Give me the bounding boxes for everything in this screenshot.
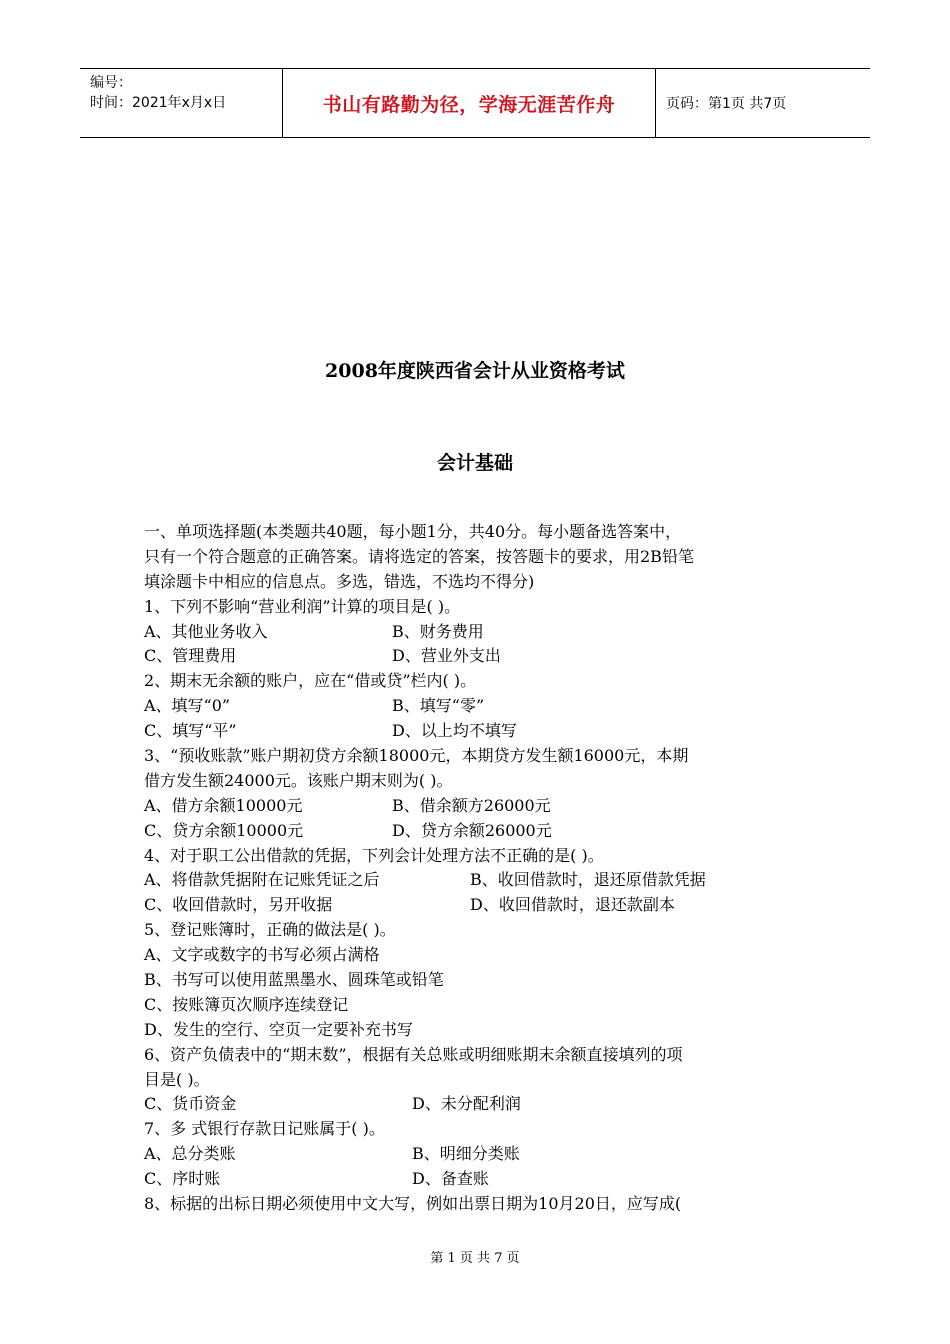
option: B、书写可以使用蓝黑墨水、圆珠笔或铅笔 bbox=[144, 970, 444, 990]
option: B、明细分类账 bbox=[412, 1144, 520, 1164]
question-stem: 1、下列不影响“营业利润”计算的项目是( )。 bbox=[144, 596, 461, 616]
question-stem: 目是( )。 bbox=[144, 1069, 210, 1089]
option-row bbox=[144, 694, 814, 719]
option: A、将借款凭据附在记账凭证之后 bbox=[144, 870, 380, 890]
option: A、其他业务收入 bbox=[144, 621, 268, 641]
option-row bbox=[144, 1167, 814, 1192]
option: C、填写“平” bbox=[144, 721, 237, 741]
question-stem: 7、多 式银行存款日记账属于( )。 bbox=[144, 1119, 385, 1139]
option: A、借方余额10000元 bbox=[144, 795, 303, 815]
option: D、发生的空行、空页一定要补充书写 bbox=[144, 1019, 413, 1039]
option: D、营业外支出 bbox=[392, 646, 501, 666]
option: D、收回借款时，退还款副本 bbox=[470, 895, 675, 915]
question-stem: 3、“预收账款”账户期初贷方余额18000元，本期贷方发生额16000元，本期 bbox=[144, 746, 689, 766]
option-row bbox=[144, 1092, 814, 1117]
option: B、收回借款时，退还原借款凭据 bbox=[470, 870, 706, 890]
doc-number-label: 编号： bbox=[90, 75, 132, 91]
question-stem: 2、期末无余额的账户，应在“借或贷”栏内( )。 bbox=[144, 671, 477, 691]
option: C、序时账 bbox=[144, 1169, 221, 1189]
question-stem: 借方发生额24000元。该账户期末则为( )。 bbox=[144, 770, 453, 790]
header-motto: 书山有路勤为径，学海无涯苦作舟 bbox=[282, 69, 656, 137]
option: A、文字或数字的书写必须占满格 bbox=[144, 945, 380, 965]
question-stem: 5、登记账簿时，正确的做法是( )。 bbox=[144, 920, 396, 940]
question-stem: 8、标据的出标日期必须使用中文大写，例如出票日期为10月20日，应写成( bbox=[144, 1194, 682, 1214]
option-row bbox=[144, 620, 814, 645]
option: A、总分类账 bbox=[144, 1144, 236, 1164]
page-header bbox=[80, 68, 870, 138]
option: C、管理费用 bbox=[144, 646, 237, 666]
page-footer: 第 1 页 共 7 页 bbox=[430, 1251, 520, 1266]
doc-time-label: 时间：2021年x月x日 bbox=[90, 95, 227, 111]
option-row bbox=[144, 868, 814, 893]
option-row bbox=[144, 644, 814, 669]
question-stem: 4、对于职工公出借款的凭据，下列会计处理方法不正确的是( )。 bbox=[144, 845, 604, 865]
intro-line: 填涂题卡中相应的信息点。多选，错选，不选均不得分) bbox=[144, 571, 535, 591]
option: D、未分配利润 bbox=[412, 1094, 521, 1114]
intro-line: 一、单项选择题(本类题共40题，每小题1分，共40分。每小题备选答案中， bbox=[144, 522, 682, 541]
option: C、货币资金 bbox=[144, 1094, 237, 1114]
intro-line: 只有一个符合题意的正确答案。请将选定的答案，按答题卡的要求，用2B铅笔 bbox=[144, 546, 694, 566]
option: A、填写“0” bbox=[144, 696, 231, 716]
option-row bbox=[144, 893, 814, 918]
question-stem: 6、资产负债表中的“期末数”，根据有关总账或明细账期末余额直接填列的项 bbox=[144, 1044, 683, 1064]
question-body bbox=[144, 520, 814, 1217]
doc-subtitle: 会计基础 bbox=[436, 452, 513, 474]
option: D、贷方余额26000元 bbox=[392, 820, 552, 840]
option: B、借余额方26000元 bbox=[392, 795, 551, 815]
header-meta bbox=[80, 69, 282, 137]
option: B、填写“零” bbox=[392, 696, 485, 716]
option: C、贷方余额10000元 bbox=[144, 820, 304, 840]
option: C、收回借款时，另开收据 bbox=[144, 895, 333, 915]
option: B、财务费用 bbox=[392, 621, 484, 641]
header-page-info: 页码：第1页 共7页 bbox=[666, 96, 787, 112]
option: D、备查账 bbox=[412, 1169, 489, 1189]
doc-title: 2008年度陕西省会计从业资格考试 bbox=[325, 360, 625, 382]
option-row bbox=[144, 819, 814, 844]
option: C、按账簿页次顺序连续登记 bbox=[144, 994, 349, 1014]
option-row bbox=[144, 719, 814, 744]
option: D、以上均不填写 bbox=[392, 721, 517, 741]
option-row bbox=[144, 794, 814, 819]
option-row bbox=[144, 1142, 814, 1167]
